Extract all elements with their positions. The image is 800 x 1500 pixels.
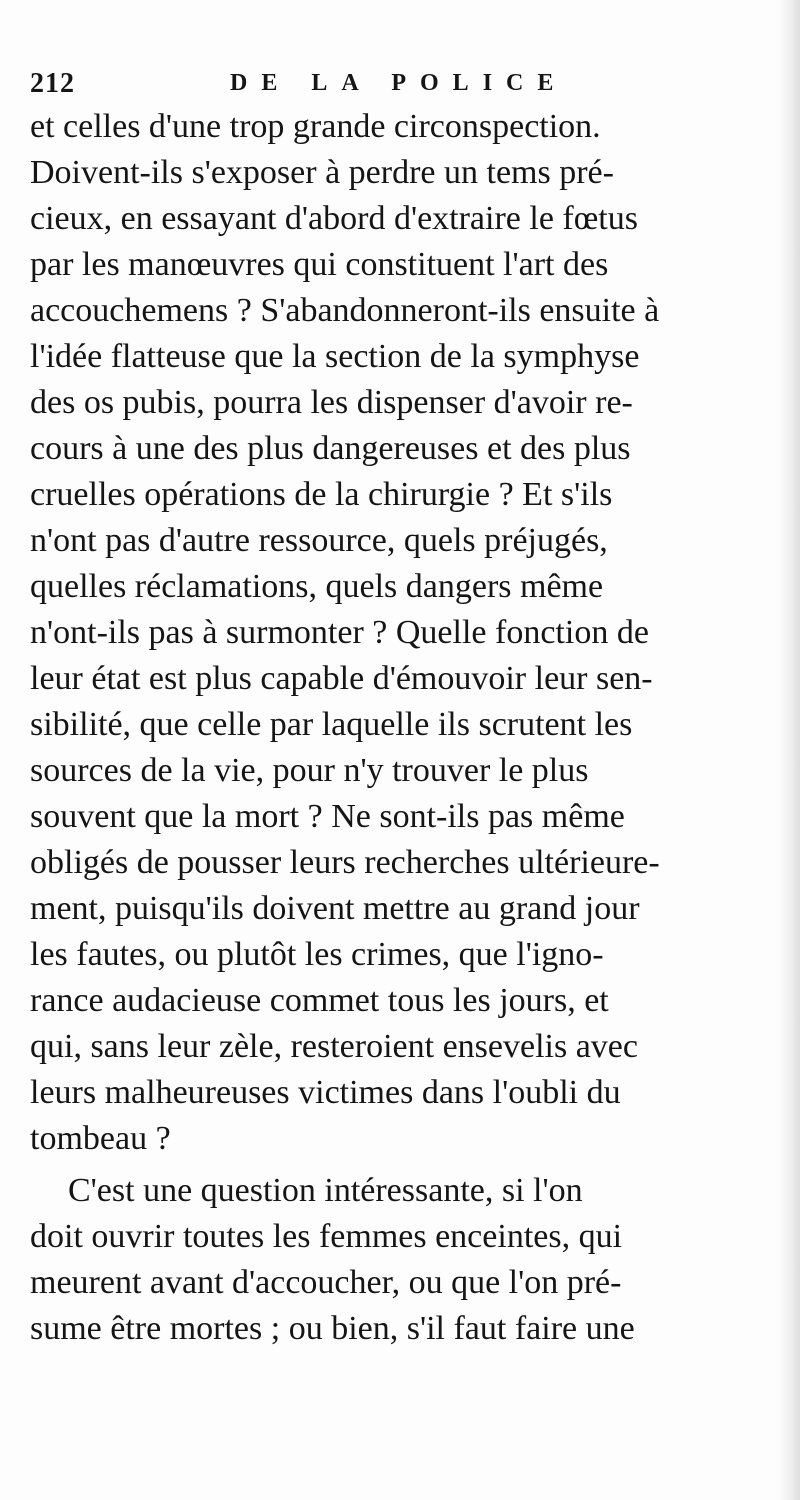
text-line: quelles réclamations, quels dangers même	[30, 568, 604, 605]
text-line: qui, sans leur zèle, resteroient ensevelis avec	[30, 1028, 638, 1065]
page-number: 212	[30, 68, 75, 99]
running-title: DE LA POLICE	[230, 70, 568, 96]
text-line: l'idée flatteuse que la section de la symphyse	[30, 338, 640, 375]
text-line: leur état est plus capable d'émouvoir leur sen-	[30, 660, 653, 697]
text-line: Doivent-ils s'exposer à perdre un tems pré-	[30, 154, 614, 191]
text-line: C'est une question intéressante, si l'on	[68, 1172, 583, 1209]
text-line: et celles d'une trop grande circonspection.	[30, 108, 601, 145]
text-line: accouchemens ? S'abandonneront-ils ensuite à	[30, 292, 660, 329]
text-line: des os pubis, pourra les dispenser d'avoir re-	[30, 384, 633, 421]
text-line: cruelles opérations de la chirurgie ? Et s'ils	[30, 476, 613, 513]
text-line: sources de la vie, pour n'y trouver le plus	[30, 752, 589, 789]
text-line: ment, puisqu'ils doivent mettre au grand jour	[30, 890, 640, 927]
running-head	[30, 68, 750, 104]
text-line: souvent que la mort ? Ne sont-ils pas même	[30, 798, 625, 835]
text-line: doit ouvrir toutes les femmes enceintes, qui	[30, 1218, 623, 1255]
text-line: par les manœuvres qui constituent l'art des	[30, 246, 609, 283]
text-line: n'ont pas d'autre ressource, quels préjugés,	[30, 522, 608, 559]
text-line: leurs malheureuses victimes dans l'oubli du	[30, 1074, 621, 1111]
page-gutter-shadow	[778, 0, 800, 1500]
text-line: cieux, en essayant d'abord d'extraire le fœtus	[30, 200, 638, 237]
text-line: tombeau ?	[30, 1120, 171, 1157]
text-line: sibilité, que celle par laquelle ils scrutent les	[30, 706, 633, 743]
text-line: obligés de pousser leurs recherches ultérieure-	[30, 844, 660, 881]
text-line: cours à une des plus dangereuses et des plus	[30, 430, 631, 467]
text-line: n'ont-ils pas à surmonter ? Quelle fonction de	[30, 614, 649, 651]
text-line: meurent avant d'accoucher, ou que l'on pré-	[30, 1264, 622, 1301]
text-line: les fautes, ou plutôt les crimes, que l'igno-	[30, 936, 604, 973]
text-line: rance audacieuse commet tous les jours, et	[30, 982, 609, 1019]
text-line: sume être mortes ; ou bien, s'il faut faire une	[30, 1310, 635, 1347]
